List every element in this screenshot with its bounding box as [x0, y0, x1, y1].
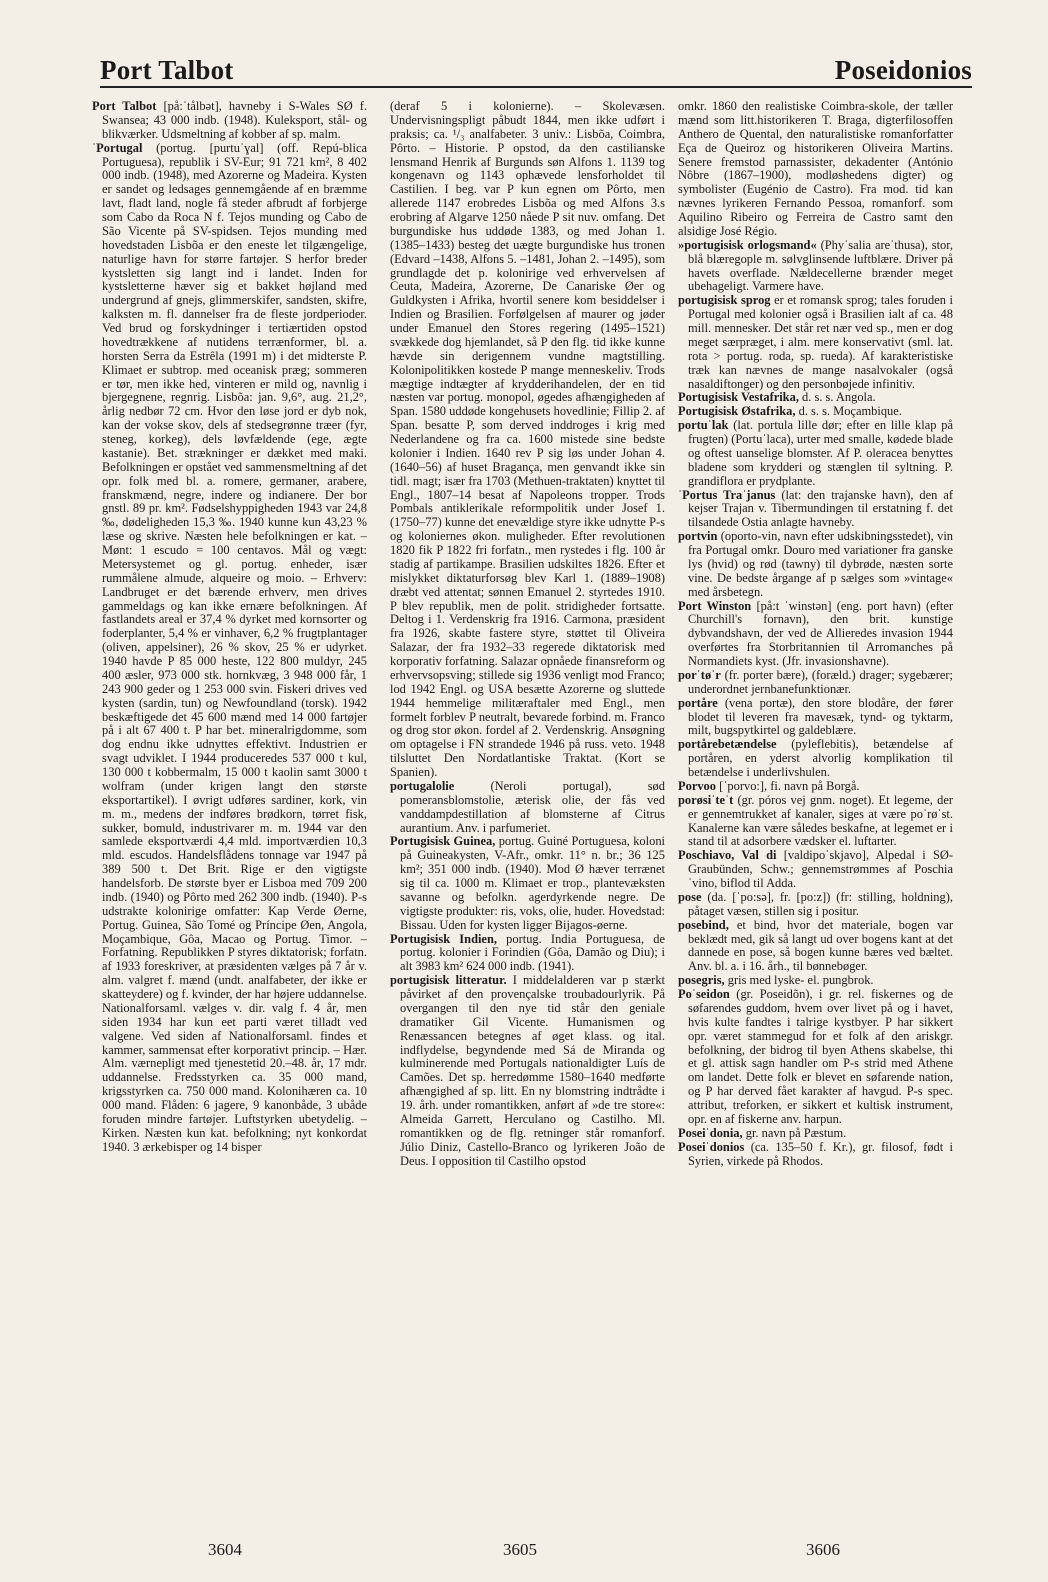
- entry-text: (da. [ˈpo:sə], fr. [po:z]) (fr: stilling, holdning), påtaget væsen, stillen sig i positur.: [688, 889, 953, 918]
- page-number-left: 3604: [208, 1540, 242, 1559]
- dictionary-entry: [678, 988, 953, 1127]
- entry-headword: portuˈlak: [678, 418, 729, 433]
- entry-text: portug. India Portuguesa, de portug. kolonier i Forindien (Gôa, Damão og Diu); i alt 3983 km² 624 000 indb. (1941).: [400, 931, 665, 974]
- dictionary-entry: [678, 239, 953, 295]
- entry-text: d. s. s. Moçambique.: [795, 404, 902, 419]
- entry-text: gr. navn på Pæstum.: [742, 1125, 847, 1140]
- dictionary-entry: [92, 100, 367, 142]
- dictionary-entry: [678, 697, 953, 739]
- dictionary-entry: [678, 489, 953, 531]
- entry-text: d. s. s. Angola.: [798, 390, 876, 405]
- entry-headword: Poseiˈdonia,: [678, 1125, 743, 1140]
- entry-headword: Portugisisk Indien,: [390, 931, 497, 946]
- entry-headword: Portugisisk Guinea,: [390, 834, 496, 849]
- entry-headword: Poschiavo, Val di: [678, 848, 777, 863]
- entry-text: portug. Guiné Portuguesa, koloni på Guineakysten, V-Afr., omkr. 11° n. br.; 36 125 km²; 351 000 indb. (1940). Mod Ø hæver terrænet sig til ca. 1000 m. Klimaet er trop., plantevæksten savanne og befolkn. agerdyrkende negre. De vigtigste produkter: ris, voks, olie, huder. Hovedstad: Bissau. Uden for kysten ligger Bijagos-øerne.: [400, 834, 665, 932]
- dictionary-entry: [390, 835, 665, 932]
- entry-headword: portugisisk litteratur.: [390, 973, 507, 988]
- dictionary-entry: [678, 391, 953, 405]
- column-2: [390, 100, 665, 1488]
- entry-headword: porøsiˈteˈt: [678, 792, 734, 807]
- dictionary-entry: [390, 974, 665, 1168]
- entry-text: [på:ˈtålbət], havneby i S-Wales SØ f. Swansea; 43 000 indb. (1948). Kuleksport, stål- og blikværker. Udsmeltning af kobber af sp. malm.: [102, 100, 367, 141]
- entry-text: gris med lyske- el. pungbrok.: [724, 973, 874, 988]
- dictionary-entry: [678, 780, 953, 794]
- header-right-keyword: Poseidonios: [834, 55, 972, 85]
- entry-text: (portug. [purtuˈɣal] (off. Repú-blica Portuguesa), republik i SV-Eur; 91 721 km², 8 402 000 indb. (1948), med Azorerne og Madeira. Kysten er sandet og ledsages gennemgående af en bræmme lavt, fladt land, nogle få steder afbrudt af forbjerge som Cabo da Roca N f. Tejos munding og Cabo de São Vicente på SV-spidsen. Tejos munding med hovedstaden Lisbõa er den eneste let tilgængelige, naturlige havn for større fartøjer. S herfor breder kystsletten sig langt ind i landet. Inden for kystsletterne hæver sig et bakket højland med undergrund af gnejs, glimmerskifer, sandsten, skifre, kalksten m. fl. dannelser fra de fleste jordperioder. Ved brud og forskydninger i tertiærtiden opstod hovedtrækkene af nutidens terrænformer, bl. a. horsten Serra da Estrêla (1991 m) i det midterste P. Klimaet er subtrop. med oceanisk præg; sommeren er tør, men ikke hed, vinteren er mild og, navnlig i bjergegnene, regnrig. Lisbõa: jan. 9,6°, aug. 21,2°, årlig nedbør 72 cm. Hvor den løse jord er dyb nok, kan der vokse skov, dels af stedsegrønne træer (fyr, steneg, korkeg), dels løvfældende (ege, ægte kastanie). Bet. strækninger er dækket med maki. Befolkningen er opstået ved sammensmeltning af det opr. folk med bl. a. romere, germaner, arabere, franskmænd, negre, indere og indianere. Der bor gnstl. 89 pr. km². Fødselshyppigheden 1943 var 24,8 ‰, dødeligheden 15,3 ‰. 1940 kunne kun 43,23 % læse og skrive. Næsten hele befolkningen er kat. – Mønt: 1 escudo = 100 centavos. Mål og vægt: Metersystemet og gl. portug. enheder, især rummålene almude, alqueire og moio. – Erhverv: Landbruget er det bærende erhverv, men drives gammeldags og kan ikke ernære befolkningen. Af fastlandets areal er 37,4 % dyrket med kornsorter og foderplanter, 5,4 % er vinhaver, 6,2 % frugtplantager (oliven, appelsiner), 26 % skov, 25 % er udyrket. 1940 havde P 85 000 heste, 122 800 muldyr, 245 400 æsler, 973 000 stk. hornkvæg, 3 948 000 får, 1 243 900 geder og 1 253 000 svin. Fiskeri drives ved kysten (sardin, tun) og Newfoundland (torsk). 1942 beskæftigede det 45 600 mænd med 14 000 fartøjer på i alt 67 400 t. P har bet. mineralrigdomme, som dog endnu ikke udnyttes effektivt. Industrien er svagt udviklet. I 1944 produceredes 537 000 t kul, 130 000 t kobbermalm, 15 000 t kaolin samt 3000 t wolfram (under krigen langt den største eksportartikel). I øvrigt udføres sardiner, kork, vin m. m., medens der indføres brødkorn, tørret fisk, sukker, bomuld, industrivarer m. m. 1944 var den samlede eksportværdi 4,4 mld. importværdien 10,3 mld. escudos. Handelsflådens tonnage var 1947 på 389 500 t. Det Brit. Rige er den vigtigste handelsforb. De største byer er Lisboa med 709 200 indb. (1940) og Pôrto med 262 300 indb. (1940). P-s udstrakte kolonirige omfatter: Kap Verde Øerne, Portug. Guinea, São Tomé og Príncipe Øen, Angola, Moçambique, Gôa, Macao og Portug. Timor. – Forfatning. Republikken P styres diktatorisk; forfatn. af 1933 foreskriver, at præsidenten vælges på 7 år v. alm. valgret f. mænd (undt. analfabeter, der ikke er skatteydere) og f. kvinder, der har højere uddannelse. Nationalforsaml. vælges v. dir. valg f. 4 år, men siden 1934 har kun eet parti været tilladt ved valgene. Ved siden af Nationalforsaml. findes et kammer, sammensat efter korporativt princip. – Hær. Alm. værnepligt med tjenestetid 20.–48. år, 17 mdr. uddannelse. Fredsstyrken ca. 35 000 mand, krigsstyrken ca. 750 000 mand. Kolonihæren ca. 10 000 mand. Flåden: 6 jagere, 9 kanonbåde, 3 ubåde foruden mindre fartøjer. Luftstyrken ubetydelig. – Kirken. Næsten kun kat. befolkning; nyt konkordat 1940. 3 ærkebisper og 14 bisper: [102, 140, 367, 1154]
- entry-headword: porˈtøˈr: [678, 667, 721, 682]
- entry-headword: »portugisisk orlogsmand«: [678, 237, 817, 252]
- dictionary-entry: [678, 1127, 953, 1141]
- entry-headword: portugalolie: [390, 778, 455, 793]
- entry-text: [valdipoˈskjavo], Alpedal i SØ-Graubünden, Schw.; gennemstrømmes af Poschiaˈvino, biflod til Adda.: [688, 848, 953, 890]
- entry-text: (Neroli portugal), sød pomeransblomstolie, æterisk olie, der fås ved vanddampdestillation af blomsterne af Citrus aurantium. Anv. i parfumeriet.: [400, 778, 665, 835]
- entry-headword: portvin: [678, 529, 718, 544]
- entry-headword: Portugisisk Østafrika,: [678, 404, 796, 419]
- dictionary-entry: [390, 100, 665, 780]
- entry-headword: ˈPortus Traˈjanus: [678, 487, 776, 502]
- dictionary-entry: [678, 794, 953, 850]
- dictionary-entry: [92, 142, 367, 1155]
- dictionary-entry: [390, 780, 665, 836]
- running-header: [100, 40, 972, 86]
- entry-headword: Poseiˈdonios: [678, 1139, 745, 1154]
- entry-text: et bind, hvor det materiale, bogen var beklædt med, gik så langt ud over bogens kant at det dannede en pose, så bogen kunne bæres ved bæltet. Anv. bl. a. i 16. årh., til bønnebøger.: [688, 917, 953, 974]
- dictionary-entry: [678, 294, 953, 391]
- entry-text: (pyleflebitis), betændelse af portåren, en yderst alvorlig komplikation til betændelse i underlivshulen.: [688, 737, 953, 779]
- entry-headword: portårebetændelse: [678, 737, 777, 752]
- dictionary-entry: [678, 849, 953, 891]
- entry-text: (Phyˈsalia areˈthusa), stor, blå blæregople m. sølvglinsende luftblære. Driver på havets overflade. Nældecellerne brænder meget ubehageligt. Varmere have.: [688, 237, 953, 294]
- dictionary-entry: [678, 530, 953, 599]
- entry-text: (fr. porter bære), (foræld.) drager; sygebærer; underordnet jernbanefunktionær.: [688, 667, 953, 696]
- dictionary-entry: [678, 669, 953, 697]
- entry-text: (deraf 5 i kolonierne). – Skolevæsen. Undervisningspligt påbudt 1844, men ikke udført i praksis; ca. ¹/₃ analfabeter. 3 univ.: Lisbõa, Coimbra, Pôrto. – Historie. P opstod, da den castilianske lensmand Henrik af Burgunds søn Alfons 1. 1139 tog kongenavn og 1143 ophævede lensforholdet til Castilien. I beg. var P kun egnen om Pôrto, men allerede 1147 erobredes Lisbõa og med Alfons 3.s erobring af Algarve 1250 nåede P sit nuv. omfang. Det burgundiske hus uddøde 1383, og med Johan 1. (1385–1433) besteg det uægte burgundiske hus tronen (Edvard –1438, Alfons 5. –1481, Johan 2. –1495), som grundlagde det p. kolonirige ved erhvervelsen af Ceuta, Madeira, Azorerne, De Canariske Øer og Guldkysten i Afrika, hvortil senere kom besiddelser i Indien og Brasilien. Forfølgelsen af maurer og jøder under Emanuel den Stores regering (1495–1521) svækkede dog hjemlandet, så P den flg. tid ikke kunne hævde sin derigennem vundne magtstilling. Kolonipolitikken kostede P mange menneskeliv. Trods mægtige indtægter af krydderihandelen, der en tid næsten var portug. monopol, øgedes afhængigheden af Span. 1580 uddøde kongehusets hovedlinie; Fillip 2. af Span. besatte P, som derved inddroges i krig med Nederlandene og fra ca. 1600 mistede sine bedste kolonier i Indien. 1640 rev P sig løs under Johan 4. (1640–56) af huset Bragança, men genvandt ikke sin tidl. magt; især fra 1703 (Methuen-traktaten) knyttet til Engl., 1807–14 besat af Napoleons tropper. Trods Pombals antiklerikale reformpolitik under Josef 1. (1750–77) kunne det enevældige styre ikke udnytte P-s og koloniernes økon. muligheder. Efter revolutionen 1820 fik P 1822 fri forfatn., men rystedes i flg. 100 år stadig af partikampe. Brasilien udskiltes 1826. Efter et mislykket diktaturforsøg blev Karl 1. (1889–1908) dræbt ved attentat; sønnen Emanuel 2. styrtedes 1910. P blev republik, men de polit. stridigheder fortsatte. Deltog i 1. Verdenskrig fra 1916. Carmona, præsident fra 1926, skabte fastere styre, støttet til Oliveira Salazar, der fra 1932–33 regerede diktatorisk med korporativ forfatning. Salazar opnåede finansreform og erhvervsopsving; stillede sig 1936 venligt mod Franco; lod 1942 Engl. og USA besætte Azorerne og sluttede 1944 hemmelige militæraftaler med Engl., men formelt forblev P neutralt, bevarede forbind. m. Franco og drog stor økon. fordel af 2. Verdenskrig. Ansøgning om optagelse i FN strandede 1946 på russ. veto. 1948 tilsluttet Den Nordatlantiske Traktat. (Kort se Spanien).: [390, 100, 665, 779]
- dictionary-entry: [390, 933, 665, 975]
- dictionary-entry: [678, 1141, 953, 1169]
- dictionary-entry: [678, 891, 953, 919]
- entry-text: omkr. 1860 den realistiske Coimbra-skole, der tæller mænd som litt.historikeren T. Braga, digterfilosoffen Anthero de Quental, den naturalistiske romanforfatter Eça de Queiroz og historikeren Oliveira Martins. Senere fremstod parnassister, dekadenter (António Nôbre (1867–1900), modløshedens digter) og symbolister (Eugénio de Castro). Fra mod. tid kan nævnes lyrikeren Fernando Pessoa, romanforf. som Aquilino Ribeiro og Ferreira de Castro samt den alsidige José Régio.: [678, 100, 953, 238]
- entry-headword: portugisisk sprog: [678, 293, 771, 308]
- entry-text: (gr. Poseidõn), i gr. rel. fiskernes og de søfarendes guddom, hvem over livet på og i havet, hvis kulte fandtes i talrige kystbyer. P har sikkert opr. været stammegud for et folk af den ariskgr. befolkning, der bidrog til byen Athens skabelse, thi et gl. attisk sagn handler om P-s strid med Athene om landet. Dette folk er blevet en søfarende nation, og P har derved fået karakter af havgud. P-s spec. attribut, treforken, er sikkert et kultisk instrument, opr. en af fiskerne anv. harpun.: [688, 987, 953, 1126]
- header-left-keyword: Port Talbot: [100, 55, 234, 85]
- entry-headword: Port Winston: [678, 598, 752, 613]
- page-number-middle: 3605: [503, 1540, 537, 1559]
- column-3: [678, 100, 953, 1488]
- entry-text: (lat: den trajanske havn), den af kejser Trajan v. Tibermundingen til erstatning f. det tilsandede Ostia anlagte havneby.: [688, 487, 953, 530]
- entry-headword: Porvoo: [678, 778, 716, 793]
- dictionary-entry: [678, 405, 953, 419]
- entry-headword: Port Talbot: [92, 100, 157, 113]
- entry-headword: ˈPortugal: [92, 140, 143, 155]
- column-1: [92, 100, 367, 1488]
- entry-text: [ˈporvo:], fi. navn på Borgå.: [716, 778, 860, 793]
- entry-text: (oporto-vin, navn efter udskibningsstedet), vin fra Portugal omkr. Douro med variationer fra ganske lys (hvid) og rød (tawny) til dybrøde, næsten sorte vine. De bedste årgange af p sælges som »vintage« med årsbetegn.: [688, 529, 953, 599]
- page-number-right: 3606: [806, 1540, 840, 1559]
- entry-headword: portåre: [678, 695, 718, 710]
- entry-text: (lat. portula lille dør; efter en lille klap på frugten) (Portuˈlaca), urter med smalle, kødede blade og oftest uanselige blomster. Af P. oleracea benyttes bladene som krydderi og stænglen til syltning. P. grandiflora er prydplante.: [688, 418, 953, 488]
- entry-headword: Poˈseidon: [678, 987, 730, 1001]
- entry-headword: Portugisisk Vestafrika,: [678, 390, 799, 405]
- entry-text: er et romansk sprog; tales foruden i Portugal med kolonier også i Brasilien ialt af ca. 48 mill. mennesker. Det står ret nær ved sp., men er dog meget særpræget, i alm. mere konservativt (sml. lat. rota > portug. roda, sp. rueda). Af karakteristiske træk kan nævnes de mange nasalvokaler (også nasaldiftonger) og den personbøjede infinitiv.: [688, 293, 953, 391]
- entry-text: I middelalderen var p stærkt påvirket af den provençalske troubadourlyrik. På overgangen til den nye tid står den geniale dramatiker Gil Vicente. Humanismen og Renæssancen betegnes af øget klass. og ital. indflydelse, begyndende med Sá de Miranda og kulminerende med Portugals nationaldigter Luís de Camões. Det sp. herredømme 1580–1640 medførte afhængighed af sp. litt. En ny blomstring indtrådte i 19. årh. under romantikken, anført af »de tre store«: Almeida Garrett, Herculano og Castilho. Ml. romantikken og de flg. retninger står romanforf. Júlio Diniz, Castello-Branco og lyrikeren João de Deus. I opposition til Castilho opstod: [400, 973, 665, 1168]
- dictionary-entry: [678, 738, 953, 780]
- dictionary-entry: [678, 419, 953, 488]
- dictionary-entry: [678, 919, 953, 975]
- entry-text: [på:t ˈwinstən] (eng. port havn) (efter Churchill's fornavn), den brit. kunstige dybvandshavn, der ved de Allieredes invasion 1944 overførtes fra Storbritannien til Arromanches på Normandiets kyst. (Jfr. invasionshavne).: [688, 598, 953, 668]
- entry-text: (vena portæ), den store blodåre, der fører blodet til leveren fra mavesæk, tynd- og tyktarm, milt, bugspytkirtel og galdeblære.: [688, 695, 953, 738]
- header-rule: [100, 86, 972, 88]
- dictionary-entry: [678, 974, 953, 988]
- entry-text: (ca. 135–50 f. Kr.), gr. filosof, født i Syrien, virkede på Rhodos.: [688, 1139, 953, 1168]
- entry-headword: posebind,: [678, 917, 729, 932]
- entry-text: (gr. póros vej gnm. noget). Et legeme, der er gennemtrukket af kanaler, siges at være poˈrøˈst. Kanalerne kan være således beskafne, at legemet er i stand til at adsorbere vædsker el. luftarter.: [688, 792, 953, 849]
- dictionary-entry: [678, 100, 953, 239]
- entry-headword: pose: [678, 889, 702, 904]
- entry-headword: posegris,: [678, 973, 725, 988]
- dictionary-entry: [678, 600, 953, 669]
